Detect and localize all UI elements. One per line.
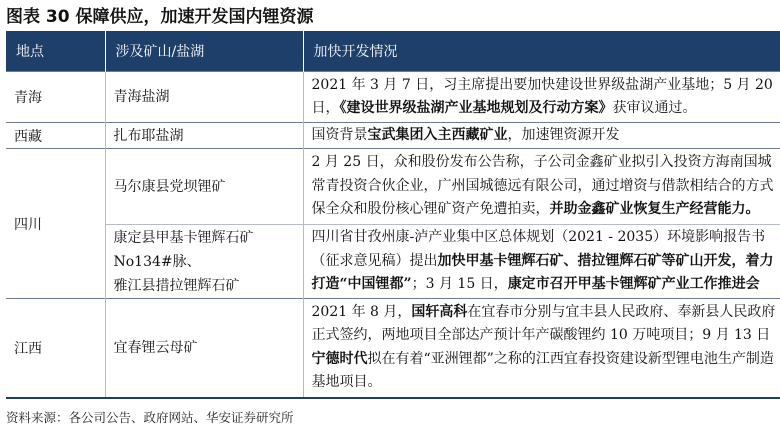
- mine-name: 青海盐湖: [113, 89, 170, 105]
- mine-cell: [105, 225, 303, 299]
- detail-line: [312, 198, 780, 222]
- detail-line: [312, 226, 780, 250]
- detail-text: ，加速锂资源开发: [507, 126, 620, 143]
- header-mines: 涉及矿山/盐湖: [105, 31, 303, 72]
- detail-line: [312, 124, 780, 148]
- mine-name: 扎布耶盐湖: [113, 127, 184, 144]
- mine-name: 宜春锂云母矿: [113, 339, 198, 356]
- detail-bold-text: 并助金鑫矿业恢复生产经营能力。: [549, 201, 760, 218]
- detail-line: [312, 324, 780, 348]
- mine-cell: [105, 72, 303, 123]
- detail-cell: [303, 225, 780, 299]
- detail-text: ；3 月 15 日，: [411, 276, 508, 293]
- source-note: 资料来源：各公司公告、政府网站、华安证券研究所: [6, 410, 294, 425]
- detail-text: 获审议通过。: [612, 100, 697, 116]
- lithium-resource-table: [6, 31, 780, 399]
- location-cell: 四川: [6, 149, 105, 299]
- detail-line: [312, 371, 780, 395]
- table-row: [6, 123, 780, 149]
- header-detail: 加快开发情况: [303, 31, 780, 72]
- location-cell: 青海: [6, 72, 105, 123]
- detail-text: 四川省甘孜州康-泸产业集中区总体规划（2021 - 2035）环境影响报告书: [311, 229, 766, 246]
- mine-cell: [105, 299, 303, 398]
- detail-cell: [303, 72, 780, 123]
- detail-text: 2 月 25 日，众和股份发布公告称，子公司金鑫矿业拟引入投资方海南国城: [311, 154, 772, 171]
- detail-text: 国资背景: [311, 126, 368, 143]
- detail-bold-text: 加快甲基卡锂辉石矿、措拉锂辉石矿等矿山开发，着力: [437, 252, 774, 269]
- table-row: [6, 299, 780, 398]
- detail-line: [312, 273, 780, 297]
- detail-text: （征求意见稿）提出: [311, 252, 438, 269]
- detail-text: 2021 年 3 月 7 日，习主席提出要加快建设世界级盐湖产业基地；5 月 20: [311, 76, 773, 93]
- mine-name: No134#脉、: [113, 253, 201, 270]
- detail-bold-text: 《建设世界级盐湖产业基地规划及行动方案》: [339, 100, 613, 116]
- detail-bold-text: 康定市召开甲基卡锂辉矿产业工作推进会: [507, 276, 760, 293]
- detail-bold-text: 打造“中国锂都”: [311, 276, 412, 293]
- mine-name: 马尔康县党坝锂矿: [113, 178, 226, 195]
- header-location: 地点: [6, 31, 105, 72]
- detail-text: 正式签约，两地项目全部达产预计年产碳酸锂约 10 万吨项目；9 月 13 日: [311, 327, 771, 344]
- detail-line: [312, 151, 780, 175]
- table-row: [6, 72, 780, 123]
- detail-text: 日，: [311, 100, 340, 116]
- lithium-table-container: [6, 31, 780, 405]
- detail-text: 拟在有着“亚洲锂都”之称的江西宜春投资建设新型锂电池生产制造: [367, 350, 774, 367]
- detail-line: [312, 250, 780, 274]
- detail-line: [312, 97, 780, 121]
- detail-text: 基地项目。: [311, 374, 382, 391]
- detail-cell: [303, 299, 780, 398]
- mine-name: 康定县甲基卡锂辉石矿: [113, 229, 254, 246]
- detail-bold-text: 国轩高科: [411, 303, 468, 320]
- detail-bold-text: 宁德时代: [311, 350, 368, 367]
- detail-text: 常青投资合伙企业，广州国城德远有限公司，通过增资与借款相结合的方式: [311, 177, 774, 194]
- detail-text: 在宜春市分别与宜丰县人民政府、奉新县人民政府: [467, 303, 776, 320]
- location-cell: 西藏: [6, 123, 105, 149]
- mine-name: 雅江县措拉锂辉石矿: [113, 277, 240, 294]
- detail-bold-text: 宝武集团入主西藏矿业: [367, 126, 508, 143]
- detail-line: [312, 74, 780, 98]
- detail-cell: [303, 149, 780, 225]
- detail-line: [312, 175, 780, 199]
- table-row: [6, 149, 780, 225]
- mine-cell: [105, 123, 303, 149]
- detail-line: [312, 348, 780, 372]
- table-row: [6, 225, 780, 299]
- detail-line: [312, 301, 780, 325]
- table-header-row: [6, 31, 780, 72]
- detail-text: 2021 年 8 月，: [311, 303, 412, 320]
- figure-title: 图表 30 保障供应，加速开发国内锂资源: [6, 7, 314, 27]
- mine-cell: [105, 149, 303, 225]
- detail-text: 保全众和股份核心锂矿资产免遭拍卖，: [311, 201, 550, 218]
- detail-cell: [303, 123, 780, 149]
- location-cell: 江西: [6, 299, 105, 398]
